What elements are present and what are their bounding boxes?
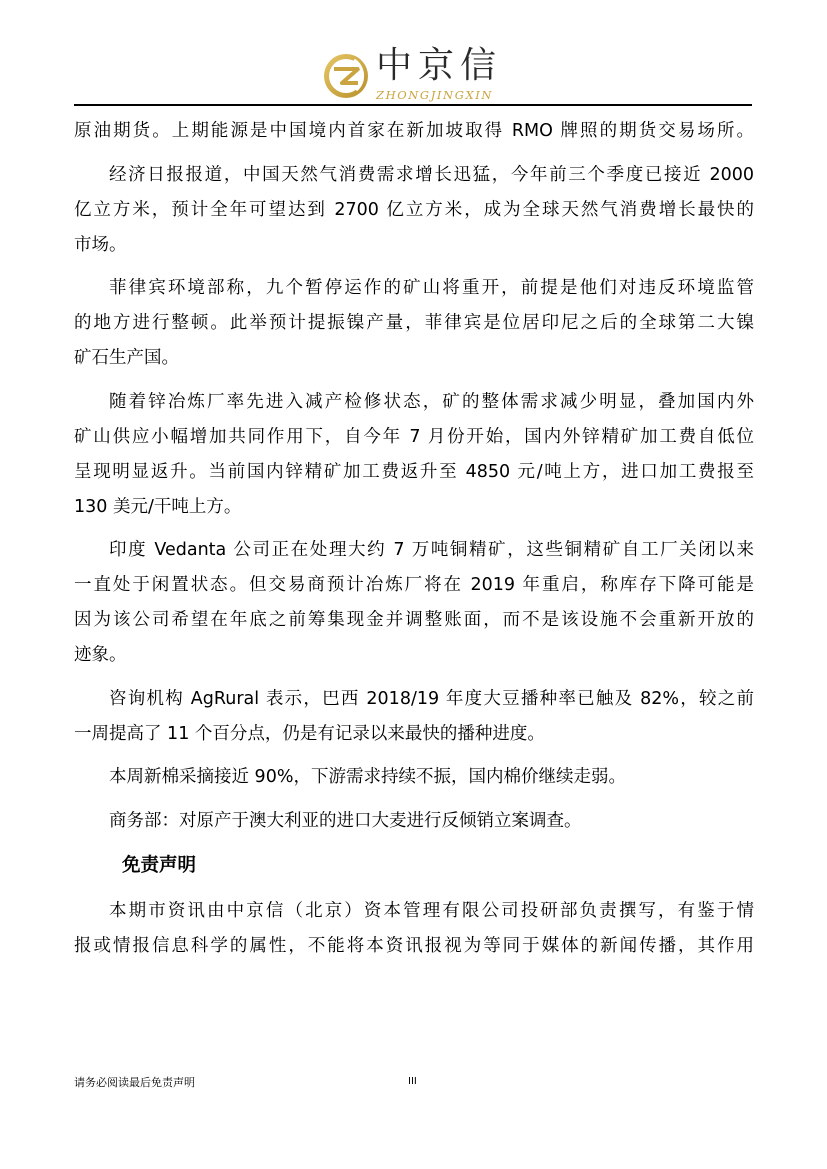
text-line: 菲律宾环境部称，九个暂停运作的矿山将重开，前提是他们对违反环境监管 — [109, 278, 754, 298]
paragraph-rmo — [74, 114, 754, 149]
text-line: 矿山供应小幅增加共同作用下，自今年 7 月份开始，国内外锌精矿加工费自低位 — [74, 426, 754, 447]
paragraph-zinc — [74, 385, 754, 525]
brand-name-pinyin: ZHONGJINGXIN — [376, 88, 494, 102]
text-line: 咨询机构 AgRural 表示，巴西 2018/19 年度大豆播种率已触及 82%，较之前 — [109, 688, 754, 709]
disclaimer-paragraph — [74, 894, 754, 964]
text-line: 一直处于闲置状态。但交易商预计冶炼厂将在 2019 年重启，称库存下降可能是 — [74, 575, 754, 595]
document-body — [74, 114, 754, 964]
text-line: 呈现明显返升。当前国内锌精矿加工费返升至 4850 元/吨上方，进口加工费报至 — [74, 461, 754, 482]
page-number: III — [408, 1076, 417, 1087]
text-line: 本期市资讯由中京信（北京）资本管理有限公司投研部负责撰写，有鉴于情 — [109, 900, 754, 921]
paragraph-vedanta — [74, 533, 754, 673]
company-logo-icon — [320, 52, 372, 100]
text-line: 市场。 — [74, 234, 127, 255]
text-line: 矿石生产国。 — [74, 348, 179, 368]
header-divider — [74, 104, 752, 106]
paragraph-philippines-nickel — [74, 271, 754, 376]
text-line: 原油期货。上期能源是中国境内首家在新加坡取得 RMO 牌照的期货交易场所。 — [74, 121, 754, 141]
text-line: 迹象。 — [74, 645, 127, 665]
text-line: 报或情报信息科学的属性，不能将本资讯报视为等同于媒体的新闻传播，其作用 — [74, 935, 754, 956]
text-line: 随着锌冶炼厂率先进入减产检修状态，矿的整体需求减少明显，叠加国内外 — [109, 391, 754, 412]
footer-disclaimer-note: 请务必阅读最后免责声明 — [74, 1076, 195, 1089]
paragraph-brazil-soybean — [74, 682, 754, 752]
paragraph-natural-gas — [74, 158, 754, 263]
paragraph-cotton — [74, 760, 754, 795]
text-line: 一周提高了 11 个百分点，仍是有记录以来最快的播种进度。 — [74, 723, 545, 744]
text-line: 商务部：对原产于澳大利亚的进口大麦进行反倾销立案调查。 — [109, 810, 582, 831]
text-line: 130 美元/干吨上方。 — [74, 496, 242, 517]
text-line: 的地方进行整顿。此举预计提振镍产量，菲律宾是位居印尼之后的全球第二大镍 — [74, 313, 754, 333]
text-line: 亿立方米，预计全年可望达到 2700 亿立方米，成为全球天然气消费增长最快的 — [74, 199, 754, 220]
page-header — [0, 0, 827, 108]
text-line: 经济日报报道，中国天然气消费需求增长迅猛，今年前三个季度已接近 2000 — [109, 164, 754, 185]
text-line: 因为该公司希望在年底之前筹集现金并调整账面，而不是该设施不会重新开放的 — [74, 610, 754, 630]
text-line: 印度 Vedanta 公司正在处理大约 7 万吨铜精矿，这些铜精矿自工厂关闭以来 — [109, 540, 754, 560]
text-line: 本周新棉采摘接近 90%，下游需求持续不振，国内棉价继续走弱。 — [109, 767, 626, 787]
brand-name-chinese: 中京信 — [376, 45, 503, 86]
paragraph-barley — [74, 804, 754, 839]
disclaimer-heading: 免责声明 — [122, 855, 197, 876]
